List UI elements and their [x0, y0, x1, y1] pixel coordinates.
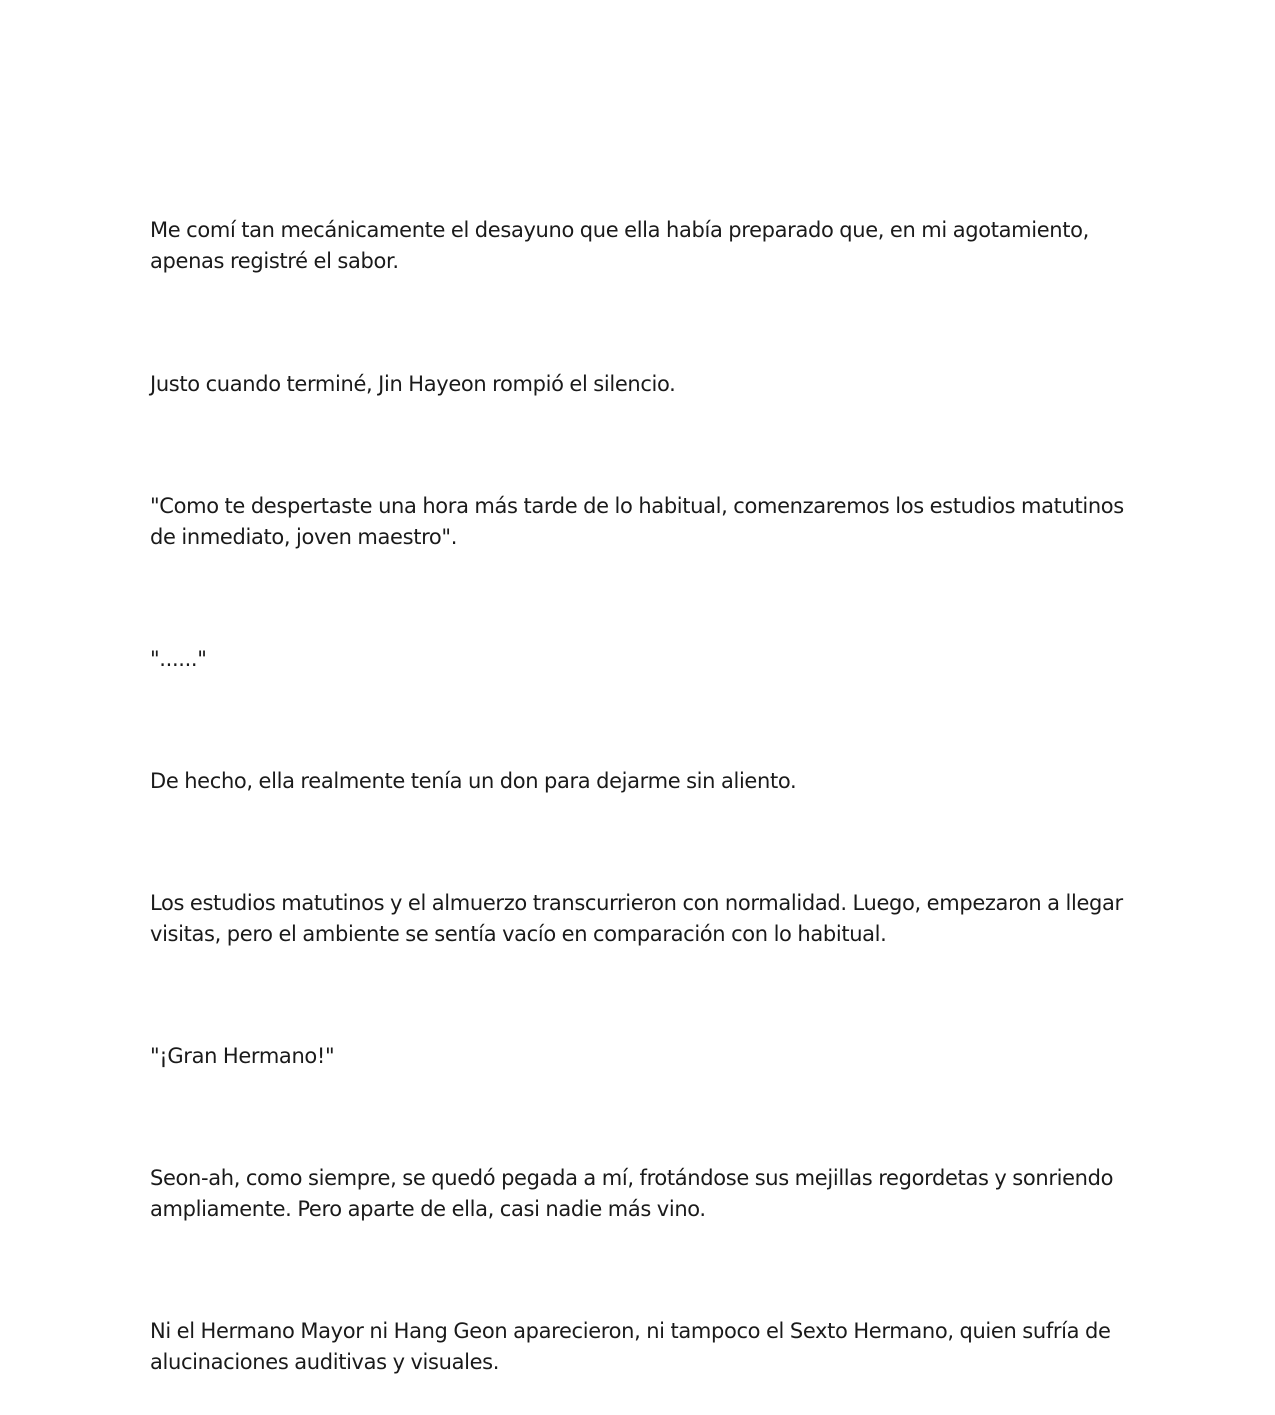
paragraph-5: De hecho, ella realmente tenía un don para dejarme sin aliento. — [150, 769, 797, 793]
paragraph-8: Seon-ah, como siempre, se quedó pegada a mí, frotándose sus mejillas regordetas y sonriendo ampliamente. Pero aparte de ella, casi nadie más vino. — [150, 1166, 1114, 1221]
paragraph-9: Ni el Hermano Mayor ni Hang Geon aparecieron, ni tampoco el Sexto Hermano, quien sufría de alucinaciones auditivas y visuales. — [150, 1319, 1111, 1374]
paragraph-7: "¡Gran Hermano!" — [150, 1044, 335, 1068]
paragraph-6: Los estudios matutinos y el almuerzo transcurrieron con normalidad. Luego, empezaron a llegar visitas, pero el ambiente se sentía vacío en comparación con lo habitual. — [150, 891, 1123, 946]
paragraph-2: Justo cuando terminé, Jin Hayeon rompió el silencio. — [150, 372, 676, 396]
paragraph-1: Me comí tan mecánicamente el desayuno que ella había preparado que, en mi agotamiento, apenas registré el sabor. — [150, 218, 1089, 273]
paragraph-4: "......" — [150, 647, 207, 671]
paragraph-3: "Como te despertaste una hora más tarde de lo habitual, comenzaremos los estudios matutinos de inmediato, joven maestro". — [150, 494, 1124, 549]
